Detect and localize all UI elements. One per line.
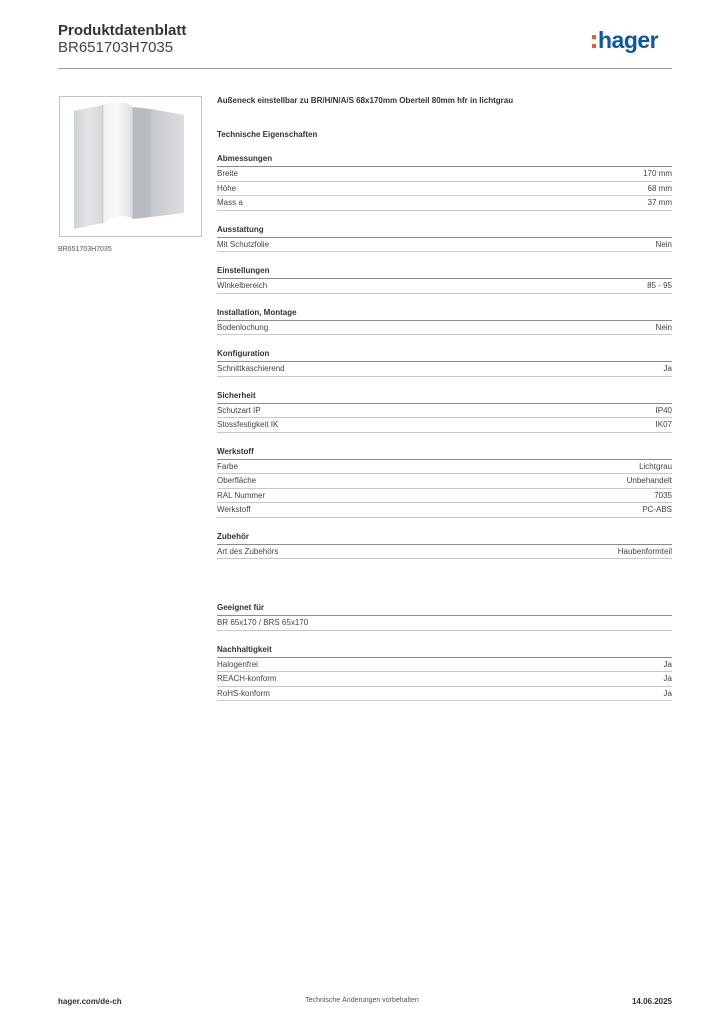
- section-abmessungen: [217, 154, 672, 211]
- section-geeignet-fuer: [217, 603, 672, 631]
- row-label: RoHS-konform: [217, 688, 270, 698]
- section-konfiguration: [217, 349, 672, 377]
- row-value: Ja: [663, 659, 672, 669]
- table-row: [217, 460, 672, 475]
- row-label: BR 65x170 / BRS 65x170: [217, 618, 309, 628]
- row-label: Winkelbereich: [217, 281, 268, 291]
- row-value: 7035: [654, 490, 672, 500]
- row-label: Halogenfrei: [217, 659, 258, 669]
- section-title: Zubehör: [217, 532, 672, 545]
- row-label: REACH-konform: [217, 674, 277, 684]
- logo-text: hager: [598, 27, 659, 53]
- logo-colon-icon: [592, 35, 596, 48]
- section-title: Konfiguration: [217, 349, 672, 362]
- row-value: Ja: [663, 674, 672, 684]
- table-row: [217, 545, 672, 560]
- row-label: Bodenlochung: [217, 322, 269, 332]
- section-zubehoer: [217, 532, 672, 560]
- table-row: [217, 362, 672, 377]
- row-label: Höhe: [217, 183, 237, 193]
- table-row: [217, 616, 672, 631]
- product-image: [59, 96, 202, 237]
- row-label: Breite: [217, 169, 238, 179]
- section-title: Installation, Montage: [217, 308, 672, 321]
- row-value: 37 mm: [647, 198, 672, 208]
- table-row: [217, 474, 672, 489]
- table-row: [217, 489, 672, 504]
- corner-duct-product-image-icon: [60, 97, 201, 236]
- row-label: Art des Zubehörs: [217, 546, 279, 556]
- row-label: Werkstoff: [217, 505, 251, 515]
- row-value: PC-ABS: [642, 505, 672, 515]
- section-title: Abmessungen: [217, 154, 672, 167]
- row-label: RAL Nummer: [217, 490, 266, 500]
- table-row: [217, 658, 672, 673]
- section-nachhaltigkeit: [217, 645, 672, 702]
- section-einstellungen: [217, 266, 672, 294]
- section-werkstoff: [217, 447, 672, 518]
- section-title: Werkstoff: [217, 447, 672, 460]
- section-title: Sicherheit: [217, 391, 672, 404]
- table-row: [217, 672, 672, 687]
- section-title: Geeignet für: [217, 603, 672, 616]
- table-row: [217, 321, 672, 336]
- footer-website-link[interactable]: hager.com/de-ch: [58, 997, 122, 1006]
- footer-date: 14.06.2025: [631, 997, 672, 1006]
- table-row: [217, 279, 672, 294]
- section-ausstattung: [217, 225, 672, 253]
- section-title: Nachhaltigkeit: [217, 645, 672, 658]
- datasheet-content: [217, 96, 672, 701]
- row-value: Ja: [663, 364, 672, 374]
- section-sicherheit: [217, 391, 672, 433]
- row-label: Schnittkaschierend: [217, 364, 285, 374]
- row-value: 170 mm: [643, 169, 672, 179]
- table-row: [217, 196, 672, 211]
- table-row: [217, 503, 672, 518]
- row-value: 68 mm: [647, 183, 672, 193]
- article-number: BR651703H7035: [58, 39, 174, 56]
- table-row: [217, 418, 672, 433]
- row-value: Unbehandelt: [626, 476, 672, 486]
- header-divider: [58, 68, 672, 69]
- row-label: Mit Schutzfolie: [217, 239, 270, 249]
- row-label: Mass a: [217, 198, 243, 208]
- section-title: Ausstattung: [217, 225, 672, 238]
- row-value: Nein: [655, 239, 672, 249]
- document-title: Produktdatenblatt: [58, 22, 187, 39]
- row-label: Oberfläche: [217, 476, 257, 486]
- section-installation-montage: [217, 308, 672, 336]
- table-row: [217, 182, 672, 197]
- row-value: Ja: [663, 688, 672, 698]
- row-value: Lichtgrau: [639, 461, 672, 471]
- row-value: IP40: [655, 405, 672, 415]
- table-row: [217, 238, 672, 253]
- row-value: Haubenformteil: [617, 546, 672, 556]
- row-value: IK07: [655, 420, 672, 430]
- technical-properties-heading: Technische Eigenschaften: [217, 130, 318, 139]
- footer-notice: Technische Änderungen vorbehalten: [305, 997, 419, 1004]
- section-title: Einstellungen: [217, 266, 672, 279]
- row-label: Stossfestigkeit IK: [217, 420, 279, 430]
- row-value: 85 - 95: [647, 281, 672, 291]
- row-label: Farbe: [217, 461, 238, 471]
- row-label: Schutzart IP: [217, 405, 261, 415]
- product-description: Außeneck einstellbar zu BR/H/N/A/S 68x170mm Oberteil 80mm hfr in lichtgrau: [217, 96, 514, 105]
- image-caption: BR651703H7035: [58, 246, 112, 253]
- table-row: [217, 687, 672, 702]
- table-row: [217, 404, 672, 419]
- table-row: [217, 167, 672, 182]
- hager-logo: [592, 27, 658, 57]
- row-value: Nein: [655, 322, 672, 332]
